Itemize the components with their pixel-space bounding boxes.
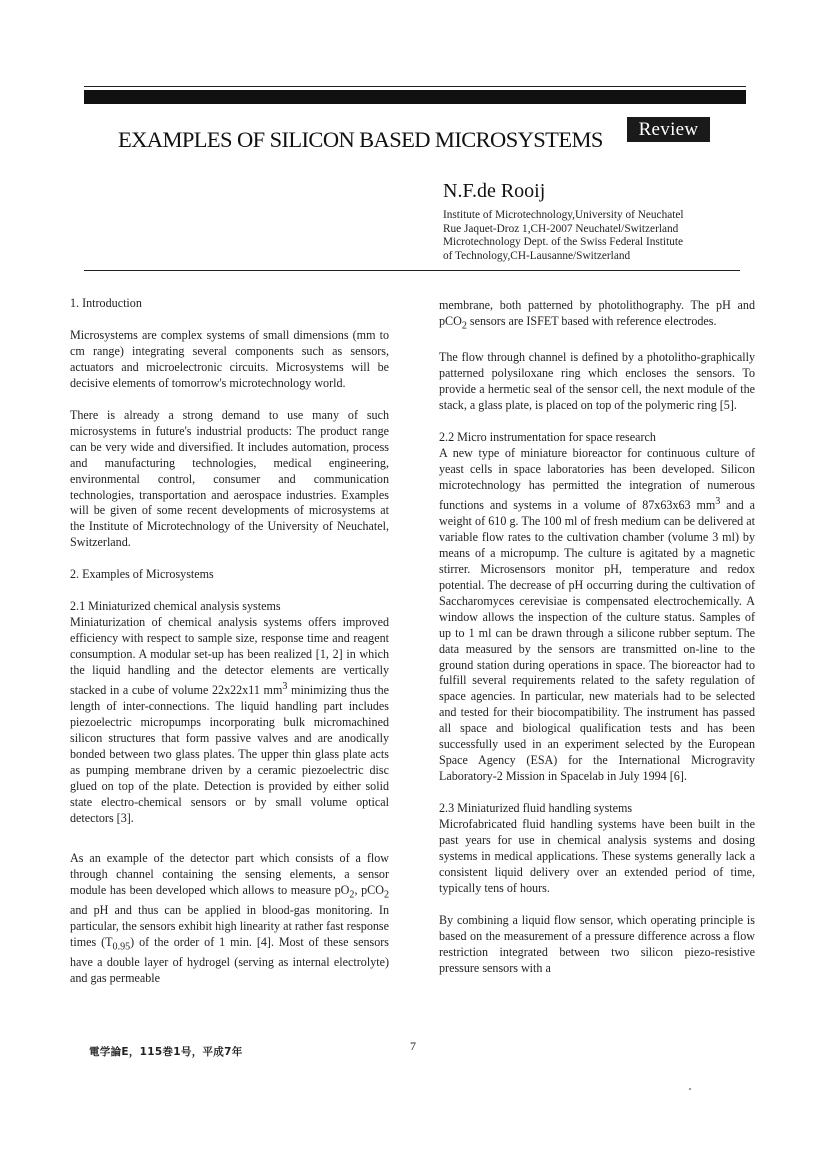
section-heading-introduction: 1. Introduction: [70, 296, 142, 310]
affiliation-line: Institute of Microtechnology,University of Neuchatel: [443, 209, 684, 221]
subsection-heading-2-3: 2.3 Miniaturized fluid handling systems: [439, 801, 633, 816]
author-affiliation: [443, 209, 684, 263]
page-number: 7: [410, 1039, 416, 1053]
section-heading-examples: 2. Examples of Microsystems: [70, 567, 214, 582]
author-name: N.F.de Rooij: [443, 180, 546, 202]
affiliation-line: Rue Jaquet-Droz 1,CH-2007 Neuchatel/Switzerland: [443, 222, 679, 235]
top-rule: [84, 86, 746, 87]
journal-citation: 電学論E，115巻1号，平成7年: [89, 1046, 243, 1058]
scan-speck: [689, 1088, 691, 1090]
review-badge: Review: [627, 117, 710, 142]
paragraph: Microfabricated fluid handling systems have been built in the past years for use in chemical analysis systems and dosing systems in medical applications. These systems generally lack a consistent liquid delivery over an extended period of time, typically tens of hours.: [439, 817, 755, 895]
paragraph: Microsystems are complex systems of small dimensions (mm to cm range) integrating several components such as sensors, actuators and microelectronic circuits. Microsystems will be decisive elements of tomorrow's microtechnology world.: [70, 327, 389, 390]
paragraph: There is already a strong demand to use many of such microsystems in future's industrial products: The product range can be very wide and diversified. It includes automation, process and manufacturing technologies, medical engineering, environmental control, consumer and communication technologies, transportation and aerospace industries. Examples will be given of some recent developments of microsystems at the Institute of Microtechnology of the University of Neuchatel, Switzerland.: [70, 407, 389, 550]
subsection-heading-2-2: 2.2 Micro instrumentation for space research: [439, 430, 656, 445]
paragraph: The flow through channel is defined by a photolitho-graphically patterned polysiloxane ring which encloses the sensors. To provide a hermetic seal of the sensor cell, the next module of the stack, a glass plate, is placed on top of the polymeric ring [5].: [439, 350, 755, 413]
affiliation-line: Microtechnology Dept. of the Swiss Federal Institute: [443, 236, 684, 249]
paragraph: By combining a liquid flow sensor, which operating principle is based on the measurement of a pressure difference across a flow restriction integrated between two silicon piezo-resistive pressure sensors with a: [439, 912, 755, 975]
right-column: [439, 298, 755, 977]
header-rule: [84, 270, 740, 271]
left-column: [70, 296, 389, 987]
subsection-heading-2-1: 2.1 Miniaturized chemical analysis systems: [70, 599, 281, 614]
paragraph: membrane, both patterned by photolithography. The pH and pCO$_2$ sensors are ISFET based with reference electrodes.: [439, 298, 755, 332]
affiliation-line: of Technology,CH-Lausanne/Switzerland: [443, 249, 631, 262]
page-title: EXAMPLES OF SILICON BASED MICROSYSTEMS: [118, 127, 603, 152]
paragraph: A new type of miniature bioreactor for continuous culture of yeast cells in space laboratories has been developed. Silicon microtechnology has permitted the integration of numerous functions and systems in a volume of 87x63x63 $mm^3$ and a weight of 610 g. The 100 ml of fresh medium can be delivered at variable flow rates to the cultivation chamber (volume 3 ml) by means of a micropump. The culture is agitated by a magnetic stirrer. Microsensors monitor pH, temperature and redox potential. The decrease of pH occurring during the cultivation of Saccharomyces cerevisiae is compensated electrochemically. A window allows the inspection of the culture status. Samples of up to 1 ml can be drawn through a silicone rubber septum. The data measured by the sensors are transmitted on-line to the ground station during operations in space. The bioreactor had to fulfill several requirements related to the safety regulation of space agencies. In particular, new materials had to be selected and tested for their biocompatibility. The instrument has passed all space and biological qualification tests and has been successfully used in an experiment selected by the European Space Agency (ESA) for the International Microgravity Laboratory-2 Mission in Spacelab in July 1994 [6].: [439, 446, 755, 784]
paragraph: As an example of the detector part which consists of a flow through channel containing the sensing elements, a sensor module has been developed which allows to measure $pO_2$, pCO$_2$ and pH and thus can be applied in blood-gas monitoring. In particular, the sensors exhibit high linearity at rather fast response times $(T_{0.95})$ of the order of 1 min. [4]. Most of these sensors have a double layer of hydrogel (serving as internal electrolyte) and gas permeable: [70, 850, 389, 986]
paragraph: Miniaturization of chemical analysis systems offers improved efficiency with respect to sample size, response time and reagent consumption. A modular set-up has been realized [1, 2] in which the liquid handling and the detector elements are vertically stacked in a cube of volume 22x22x11 $mm^3$ minimizing thus the length of inter-connections. The liquid handling part includes piezoelectric micropumps incorporating bulk micromachined silicon structures that form passive valves and are anodically bonded between two glass plates. The upper thin glass plate acts as pumping membrane driven by a ceramic piezoelectric disc glued on top of the plate. Detection is provided by either solid state electro-chemical sensors or by small volume optical detectors [3].: [70, 615, 389, 825]
top-bar: [84, 90, 746, 104]
